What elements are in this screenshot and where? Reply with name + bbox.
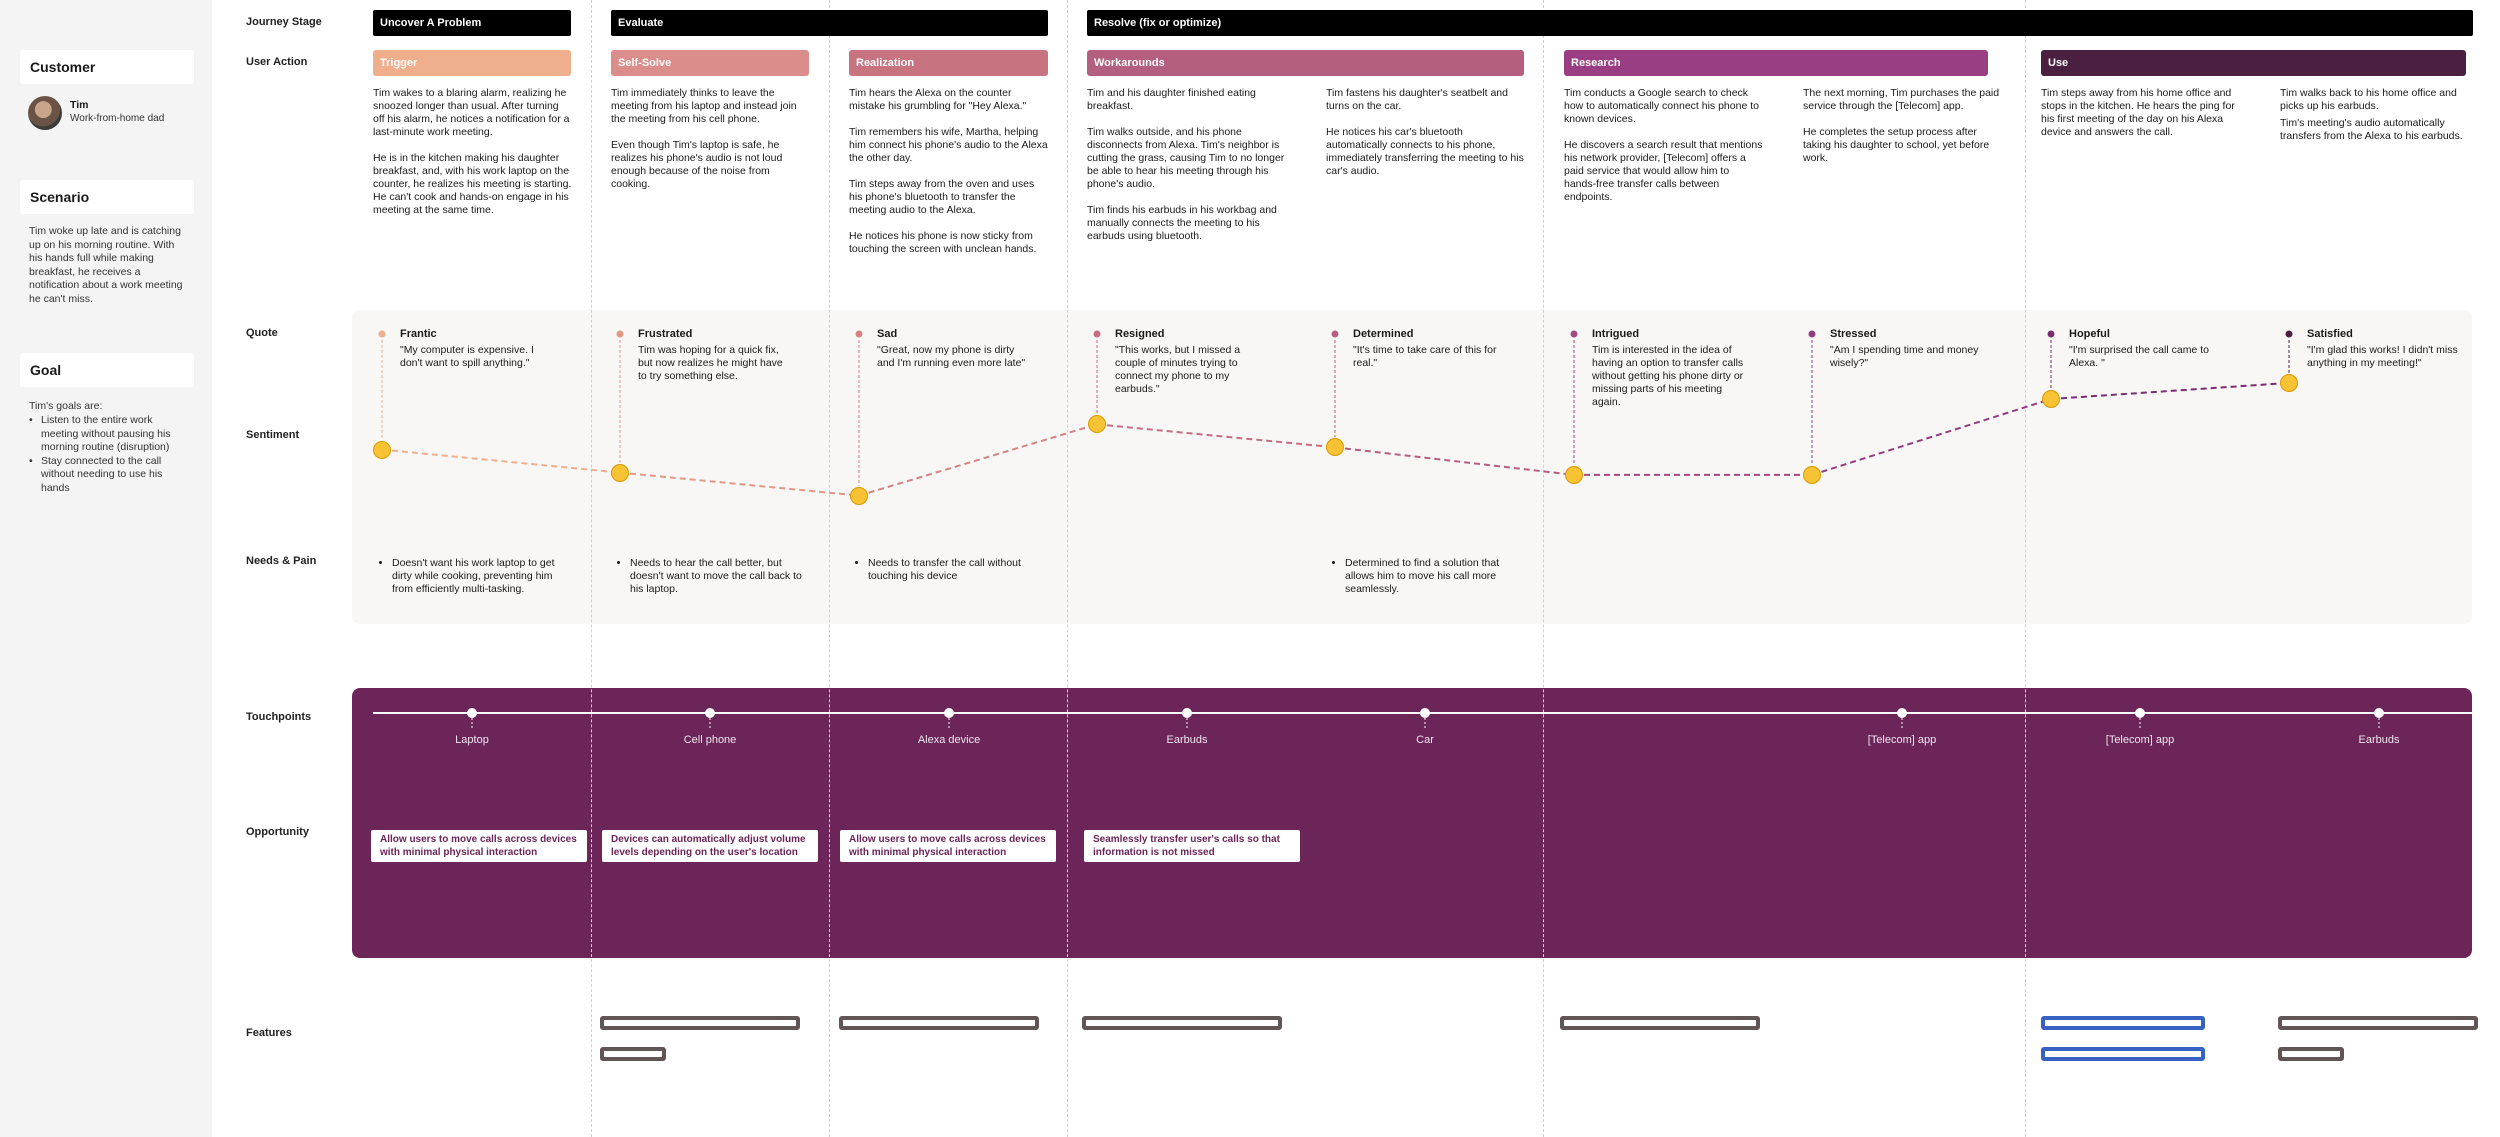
action-self-solve: Self-Solve: [611, 50, 809, 76]
action-realization: Realization: [849, 50, 1048, 76]
opportunity-card: Allow users to move calls across devices with minimal physical interaction: [840, 830, 1056, 862]
goal-intro: Tim's goals are:: [29, 400, 103, 412]
goal-title: Goal: [20, 353, 194, 387]
description-paragraph: Tim conducts a Google search to check how to automatically connect his phone to known devices.: [1564, 87, 1759, 125]
touchpoint-label: Laptop: [455, 734, 489, 746]
description-paragraph: He completes the setup process after taking his daughter to school, yet before work.: [1803, 126, 1990, 164]
touchpoint-dot: [944, 708, 954, 718]
scenario-text: Tim woke up late and is catching up on his morning routine. With his hands full while making breakfast, he receives a notification about a work meeting he can't miss.: [29, 225, 183, 305]
description-paragraph: Tim immediately thinks to leave the meeting from his laptop and instead join the meeting from his cell phone.: [611, 87, 797, 125]
action-use: Use: [2041, 50, 2466, 76]
touchpoint-dot: [2374, 708, 2384, 718]
emotion-quote: Tim was hoping for a quick fix, but now realizes he might have to try something else.: [638, 344, 783, 382]
touchpoint-label: Cell phone: [683, 734, 737, 746]
emotion-name: Stressed: [1830, 328, 1877, 340]
description-paragraph: Tim steps away from the oven and uses his phone's bluetooth to transfer the meeting audio to the Alexa.: [849, 178, 1035, 216]
description-paragraph: Tim walks back to his home office and picks up his earbuds.: [2280, 87, 2457, 112]
goal-item: Listen to the entire work meeting without pausing his morning routine (disruption): [41, 414, 171, 453]
goal-item: Stay connected to the call without needing to use his hands: [41, 454, 163, 494]
emotion-quote: "I'm surprised the call came to Alexa. ": [2069, 344, 2209, 369]
row-label-touchpoints: Touchpoints: [246, 711, 312, 723]
touchpoint-label: Earbuds: [1166, 734, 1208, 746]
description-paragraph: Tim's meeting's audio automatically transfers from the Alexa to his earbuds.: [2280, 117, 2463, 142]
emotion-quote: "This works, but I missed a couple of minutes trying to connect my phone to my earbuds.": [1115, 344, 1241, 395]
action-workarounds: Workarounds: [1087, 50, 1524, 76]
feature-placeholder: [1082, 1016, 1282, 1030]
description-paragraph: The next morning, Tim purchases the paid service through the [Telecom] app.: [1803, 87, 2000, 112]
description-paragraph: He notices his phone is now sticky from touching the screen with unclean hands.: [849, 230, 1037, 255]
emotion-name: Determined: [1353, 328, 1414, 340]
stage-evaluate: Evaluate: [611, 10, 1048, 36]
description-paragraph: Tim steps away from his home office and stops in the kitchen. He hears the ping for his first meeting of the day on his Alexa device and answers the call.: [2041, 87, 2235, 138]
opportunity-card: Allow users to move calls across devices with minimal physical interaction: [371, 830, 587, 862]
emotion-name: Hopeful: [2069, 328, 2110, 340]
need-text: • Needs to transfer the call without touching his device: [868, 557, 1049, 583]
feature-placeholder: [600, 1047, 666, 1061]
feature-placeholder: [1560, 1016, 1760, 1030]
row-label-opportunity: Opportunity: [246, 826, 309, 838]
touchpoint-dot: [2135, 708, 2145, 718]
row-label-journey-stage: Journey Stage: [246, 16, 322, 28]
touchpoint-label: Car: [1416, 734, 1434, 746]
customer-role: Work-from-home dad: [70, 113, 165, 124]
need-text: • Determined to find a solution that allows him to move his call more seamlessly.: [1345, 557, 1526, 596]
emotion-quote: "I'm glad this works! I didn't miss anything in my meeting!": [2307, 344, 2458, 369]
opportunity-card: Devices can automatically adjust volume levels depending on the user's location: [602, 830, 818, 862]
description-paragraph: He notices his car's bluetooth automatically connects to his phone, immediately transferring the meeting to his car's audio.: [1326, 126, 1524, 177]
row-label-features: Features: [246, 1027, 292, 1039]
action-trigger: Trigger: [373, 50, 571, 76]
feature-placeholder-highlighted: [2041, 1016, 2205, 1030]
description-paragraph: Tim and his daughter finished eating breakfast.: [1087, 87, 1256, 112]
stage-resolve: Resolve (fix or optimize): [1087, 10, 2473, 36]
description-paragraph: Tim hears the Alexa on the counter mistake his grumbling for "Hey Alexa.": [849, 87, 1027, 112]
feature-placeholder: [600, 1016, 800, 1030]
row-label-quote: Quote: [246, 327, 278, 339]
emotion-name: Satisfied: [2307, 328, 2353, 340]
feature-placeholder: [839, 1016, 1039, 1030]
touchpoint-dot: [1420, 708, 1430, 718]
emotion-name: Resigned: [1115, 328, 1165, 340]
emotion-name: Frustrated: [638, 328, 693, 340]
description-paragraph: Tim finds his earbuds in his workbag and manually connects the meeting to his earbuds using bluetooth.: [1087, 204, 1277, 242]
feature-placeholder: [2278, 1016, 2478, 1030]
emotion-quote: Tim is interested in the idea of having an option to transfer calls without getting his phone dirty or missing parts of his meeting again.: [1592, 344, 1744, 408]
goal-list: • Listen to the entire work meeting without pausing his morning routine (disruption) • Stay connected to the call without needing to use his hands: [29, 414, 189, 495]
description-paragraph: Tim walks outside, and his phone disconnects from Alexa. Tim's neighbor is cutting the grass, causing Tim to no longer be able to hear his meeting through his phone's audio.: [1087, 126, 1285, 190]
action-research: Research: [1564, 50, 1988, 76]
emotion-quote: "My computer is expensive. I don't want to spill anything.": [400, 344, 534, 369]
customer-name: Tim: [70, 99, 89, 111]
description-paragraph: He is in the kitchen making his daughter breakfast, and, with his work laptop on the counter, he realizes his meeting is starting. He can't cook and hands-on engage in his meeting at the same time.: [373, 152, 572, 216]
touchpoint-dot: [467, 708, 477, 718]
touchpoint-label: Alexa device: [917, 734, 981, 746]
row-label-sentiment: Sentiment: [246, 429, 300, 441]
stage-uncover: Uncover A Problem: [373, 10, 571, 36]
emotion-name: Sad: [877, 328, 898, 340]
emotion-quote: "Great, now my phone is dirty and I'm running even more late": [877, 344, 1026, 369]
feature-placeholder: [2278, 1047, 2344, 1061]
description-paragraph: Tim fastens his daughter's seatbelt and turns on the car.: [1326, 87, 1508, 112]
touchpoint-dot: [1182, 708, 1192, 718]
touchpoint-label: [Telecom] app: [1867, 734, 1937, 746]
touchpoint-dot: [705, 708, 715, 718]
emotion-quote: "Am I spending time and money wisely?": [1830, 344, 1979, 369]
emotion-name: Intrigued: [1592, 328, 1640, 340]
touchpoint-dot: [1897, 708, 1907, 718]
need-text: • Doesn't want his work laptop to get dirty while cooking, preventing him from efficiently multi-tasking.: [392, 557, 573, 596]
customer-title: Customer: [20, 50, 194, 84]
emotion-name: Frantic: [400, 328, 437, 340]
description-paragraph: Even though Tim's laptop is safe, he realizes his phone's audio is not loud enough because of the noise from cooking.: [611, 139, 783, 190]
emotion-quote: "It's time to take care of this for real.": [1353, 344, 1497, 369]
feature-placeholder-highlighted: [2041, 1047, 2205, 1061]
row-label-user-action: User Action: [246, 56, 308, 68]
description-paragraph: Tim remembers his wife, Martha, helping him connect his phone's audio to the Alexa the other day.: [849, 126, 1048, 164]
touchpoint-label: [Telecom] app: [2105, 734, 2175, 746]
touchpoint-label: Earbuds: [2358, 734, 2400, 746]
row-label-needs: Needs & Pain: [246, 555, 317, 567]
opportunity-card: Seamlessly transfer user's calls so that information is not missed: [1084, 830, 1300, 862]
description-paragraph: Tim wakes to a blaring alarm, realizing he snoozed longer than usual. After turning off his alarm, he notices a notification for a last-minute work meeting.: [373, 87, 570, 138]
description-paragraph: He discovers a search result that mentions his network provider, [Telecom] offers a paid service that would allow him to hands-free transfer calls between endpoints.: [1564, 139, 1763, 203]
scenario-title: Scenario: [20, 180, 194, 214]
need-text: • Needs to hear the call better, but doesn't want to move the call back to his laptop.: [630, 557, 811, 596]
